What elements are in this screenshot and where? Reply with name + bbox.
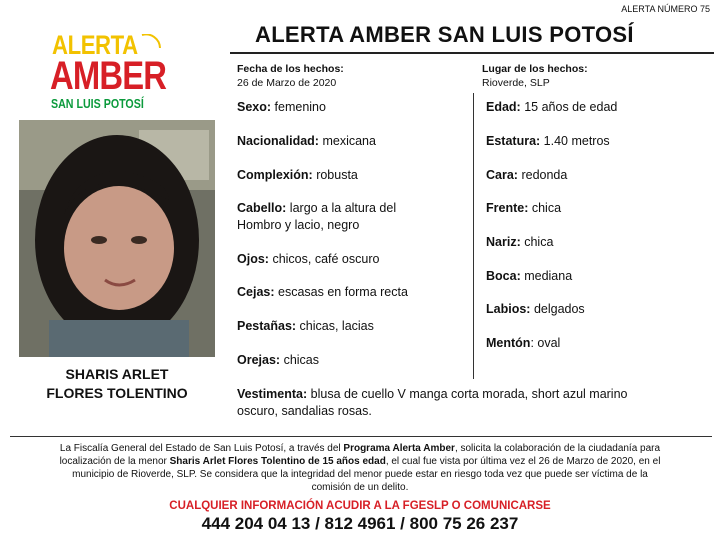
field-boca: Boca: mediana — [486, 269, 573, 283]
field-cejas: Cejas: escasas en forma recta — [237, 285, 408, 299]
field-pestanas: Pestañas: chicas, lacias — [237, 319, 374, 333]
field-orejas: Orejas: chicas — [237, 353, 320, 367]
field-estatura: Estatura: 1.40 metros — [486, 134, 610, 148]
field-nariz: Nariz: chica — [486, 235, 554, 249]
field-ojos: Ojos: chicos, café oscuro — [237, 252, 380, 266]
moon-logo-icon — [132, 34, 166, 68]
field-menton: Mentón: oval — [486, 336, 561, 350]
field-cabello: Cabello: largo a la altura del — [237, 201, 397, 215]
field-frente: Frente: chica — [486, 201, 562, 215]
date-label: Fecha de los hechos: — [237, 63, 344, 75]
title-divider — [230, 52, 714, 54]
field-vestimenta: Vestimenta: blusa de cuello V manga corta morada, short azul marino — [237, 387, 628, 401]
logo-slp-text: SAN LUIS POTOSÍ — [51, 96, 144, 111]
place-label: Lugar de los hechos: — [482, 63, 588, 75]
field-complexion: Complexión: robusta — [237, 168, 358, 182]
contact-call-to-action: CUALQUIER INFORMACIÓN ACUDIR A LA FGESLP O COMUNICARSE — [169, 500, 551, 512]
field-nacionalidad: Nacionalidad: mexicana — [237, 134, 376, 148]
date-value: 26 de Marzo de 2020 — [237, 77, 337, 89]
field-cara: Cara: redonda — [486, 168, 568, 182]
field-cabello-cont: Hombro y lacio, negro — [237, 218, 360, 232]
footer-paragraph: La Fiscalía General del Estado de San Luis Potosí, a través del Programa Alerta Amber, solicita la colaboración de la ciudadanía para localización de la menor Sharis Arlet Flores Tolentino de 15 años edad, el cual fue vista por última vez el 26 de Marzo de 2020, en el municipio de Rioverde, SLP. Se considera que la integridad del menor puede estar en riesgo toda vez que puede ser víctima de la comisión de un delito. — [59, 443, 661, 493]
person-name-last: FLORES TOLENTINO — [46, 385, 188, 401]
field-edad: Edad: 15 años de edad — [486, 100, 618, 114]
field-sexo: Sexo: femenino — [237, 100, 326, 114]
missing-person-photo — [19, 120, 215, 357]
contact-phone-numbers: 444 204 04 13 / 812 4961 / 800 75 26 237 — [201, 514, 519, 533]
column-divider — [473, 93, 474, 379]
place-value: Rioverde, SLP — [482, 77, 550, 89]
field-labios: Labios: delgados — [486, 302, 585, 316]
page-title: ALERTA AMBER SAN LUIS POTOSÍ — [255, 22, 634, 47]
logo-alerta-text: ALERTA — [52, 30, 138, 60]
logo-amber-text: AMBER — [50, 54, 167, 98]
footer-divider — [10, 436, 712, 437]
person-name-first: SHARIS ARLET — [65, 366, 169, 382]
alert-number: ALERTA NÚMERO 75 — [621, 4, 710, 14]
field-vestimenta-cont: oscuro, sandalias rosas. — [237, 404, 372, 418]
